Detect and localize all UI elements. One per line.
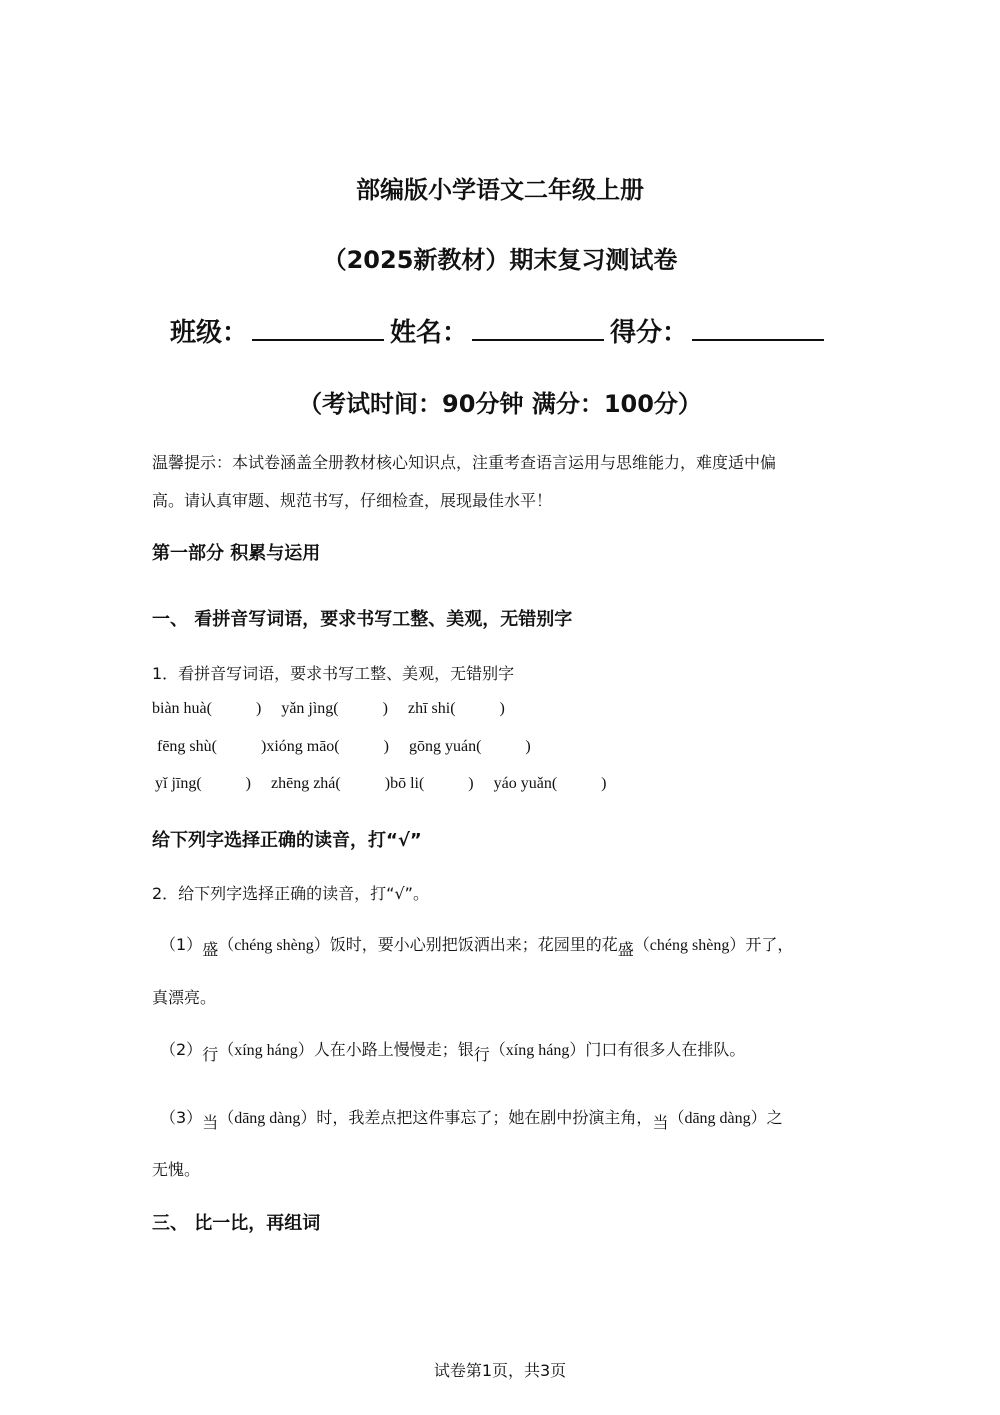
pinyin-item: biàn huà(: [152, 700, 212, 717]
pinyin-item: zhī shi(: [407, 700, 456, 717]
tip-line-1: 温馨提示：本试卷涵盖全册教材核心知识点，注重考查语言运用与思维能力，难度适中偏: [152, 453, 777, 472]
target-char: 行: [473, 1045, 490, 1064]
title-line-1: 部编版小学语文二年级上册: [356, 176, 644, 204]
pinyin-close: ): [383, 738, 389, 755]
pinyin-item: gōng yuán(: [408, 738, 482, 755]
question-2-item-3: （3）当（dāng dàng）时，我差点把这件事忘了；她在剧中扮演主角，当（dāng dàng）之: [160, 1108, 783, 1132]
pinyin-close: ): [525, 738, 531, 755]
name-blank[interactable]: [472, 317, 604, 341]
page-footer: 试卷第1页，共3页: [433, 1361, 567, 1380]
tip-line-2: 高。请认真审题、规范书写，仔细检查，展现最佳水平！: [152, 491, 553, 510]
pinyin-close: ): [468, 775, 474, 792]
pinyin-item: yǐ jīng(: [155, 775, 202, 792]
question-2-item-1-continued: 真漂亮。: [152, 988, 217, 1007]
pinyin-row-1: [152, 700, 505, 718]
section-two-heading: 给下列字选择正确的读音，打“√”: [152, 830, 422, 851]
pinyin-row-2: [157, 738, 531, 756]
pinyin-item: fēng shù(: [157, 738, 217, 755]
question-2-item-2: （2）行（xíng háng）人在小路上慢慢走；银行（xíng háng）门口有很多人在排队。: [160, 1040, 746, 1064]
part-one-heading: 第一部分 积累与运用: [152, 543, 321, 564]
target-char: 行: [202, 1045, 219, 1064]
pinyin-row-3: [155, 775, 606, 793]
student-info-line: [0, 312, 1000, 349]
title-line-2: （2025新教材）期末复习测试卷: [322, 246, 678, 274]
question-2-item-1: （1）盛（chéng shèng）饭时，要小心别把饭洒出来；花园里的花盛（chéng shèng）开了，: [160, 935, 794, 959]
class-blank[interactable]: [252, 317, 384, 341]
target-char: 盛: [617, 940, 634, 959]
pinyin-close: ): [601, 775, 607, 792]
exam-info: （考试时间：90分钟 满分：100分）: [298, 390, 702, 418]
pinyin-choices[interactable]: （dāng dàng）: [218, 1110, 317, 1127]
class-label: 班级：: [169, 318, 248, 348]
target-char: 当: [202, 1113, 219, 1132]
pinyin-choices[interactable]: （xíng háng）: [218, 1042, 314, 1059]
section-one-heading: 一、 看拼音写词语，要求书写工整、美观，无错别字: [152, 609, 573, 630]
pinyin-choices[interactable]: （xíng háng）: [489, 1042, 586, 1059]
pinyin-close: ): [499, 700, 505, 717]
question-1-prompt: 1．看拼音写词语，要求书写工整、美观，无错别字: [152, 664, 515, 683]
pinyin-item: yǎn jìng(: [281, 700, 339, 717]
pinyin-close: ): [255, 700, 262, 717]
target-char: 盛: [202, 940, 219, 959]
pinyin-close: ): [382, 700, 388, 717]
question-2-item-3-continued: 无愧。: [152, 1160, 201, 1179]
pinyin-choices[interactable]: （dāng dàng）: [668, 1110, 767, 1127]
pinyin-choices[interactable]: （chéng shèng）: [218, 937, 330, 954]
pinyin-item: zhēng zhá(: [271, 775, 341, 792]
score-label: 得分：: [610, 318, 689, 348]
pinyin-choices[interactable]: （chéng shèng）: [633, 937, 746, 954]
pinyin-item: yáo yuǎn(: [493, 775, 558, 792]
score-blank[interactable]: [692, 317, 824, 341]
target-char: 当: [652, 1113, 669, 1132]
pinyin-close: ): [245, 775, 251, 792]
name-label: 姓名：: [389, 318, 468, 348]
pinyin-item: )xióng māo(: [260, 738, 340, 755]
section-three-heading: 三、 比一比，再组词: [152, 1213, 321, 1234]
question-2-prompt: 2．给下列字选择正确的读音，打“√”。: [152, 884, 429, 903]
pinyin-item: )bō li(: [384, 775, 425, 792]
